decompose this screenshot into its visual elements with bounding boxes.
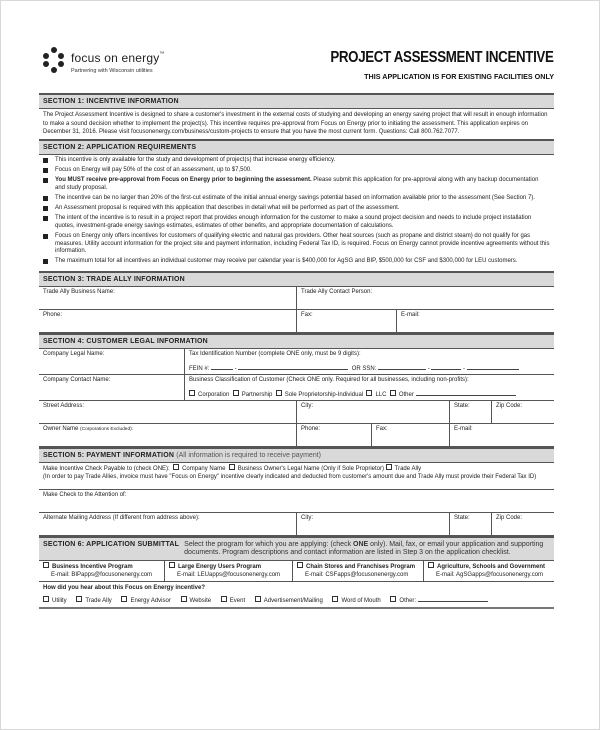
tax-id-label: Tax Identification Number (complete ONE only, must be 9 digits): [189, 350, 361, 357]
section-4-heading: SECTION 4: CUSTOMER LEGAL INFORMATION [39, 335, 554, 349]
list-item: Focus on Energy will pay 50% of the cost of an assessment, up to $7,500. [43, 167, 550, 175]
program-chain-stores-checkbox[interactable]: Chain Stores and Franchises Program E-mail: CSFapps@focusonenergy.com [292, 561, 423, 581]
company-legal-name-field[interactable]: Company Legal Name: [43, 350, 105, 357]
program-email: E-mail: CSFapps@focusonenergy.com [305, 571, 409, 578]
checkbox-icon [229, 464, 235, 470]
trade-ally-business-name-field[interactable]: Trade Ally Business Name: [43, 288, 115, 295]
checkbox-icon [76, 596, 82, 602]
trade-ally-phone-field[interactable]: Phone: [43, 311, 63, 318]
program-options [39, 561, 554, 582]
trade-ally-fax-field[interactable]: Fax: [296, 310, 396, 332]
checkbox-icon [390, 596, 396, 602]
checkbox-icon [221, 596, 227, 602]
hear-event-checkbox[interactable]: Event [221, 598, 245, 604]
list-item: An Assessment proposal is required with this application that describes in detail what will be performed as part of the assessment. [43, 205, 550, 213]
check-payable-cell: Make Incentive Check Payable to (check ONE): Company Name Business Owner's Legal Name (Only if Sole Proprietor) Trade Ally (In order to pay Trade Allies, invoice must have "Focus on Energy" incentive clearly indicated and deducted from customer's amount due and Trade Ally must provide their Federal Tax ID) [39, 463, 554, 489]
list-item: Focus on Energy only offers incentives for customers of qualifying electric and natural gas providers. Other heat sources (such as propane and district steam) do not qualify for gas measures. Utility account information for the project site and payment information, including Federal Tax ID, is required. Focus on Energy cannot provide incentive agreements without this information. [43, 233, 550, 256]
payable-company-name-checkbox[interactable]: Company Name [173, 466, 225, 472]
section-1-incentive-information [39, 93, 554, 139]
checkbox-icon [233, 390, 239, 396]
checkbox-icon [366, 390, 372, 396]
section-4-customer-legal-information [39, 333, 554, 447]
form-subtitle: THIS APPLICATION IS FOR EXISTING FACILITIES ONLY [364, 72, 554, 81]
payable-note: (In order to pay Trade Allies, invoice must have "Focus on Energy" incentive clearly indicated and deducted from customer's amount due and Trade Ally must provide their Federal Tax ID) [43, 473, 537, 480]
application-form [39, 37, 554, 609]
payable-business-owner-checkbox[interactable]: Business Owner's Legal Name (Only if Sole Proprietor) [229, 466, 384, 472]
bullet-square-icon [43, 168, 48, 173]
ssn-part-3-input[interactable] [467, 363, 519, 370]
section-6-application-submittal [39, 536, 554, 609]
bullet-square-icon [43, 234, 48, 239]
checkbox-icon [169, 562, 175, 568]
classification-sole-proprietorship-checkbox[interactable]: Sole Proprietorship-Individual [276, 392, 363, 398]
fein-part-2-input[interactable] [238, 363, 348, 370]
trade-ally-contact-person-field[interactable]: Trade Ally Contact Person: [296, 287, 554, 309]
hear-advertisement-checkbox[interactable]: Advertisement/Mailing [255, 598, 323, 604]
city-field[interactable]: City: [296, 401, 449, 423]
checkbox-icon [181, 596, 187, 602]
focus-on-energy-logo [43, 47, 203, 87]
form-title: PROJECT ASSESSMENT INCENTIVE [330, 49, 554, 66]
trade-ally-email-field[interactable]: E-mail: [396, 310, 554, 332]
tax-id-inputs: FEIN #: - OR SSN: - - [189, 363, 550, 372]
zip-code-field[interactable]: Zip Code: [491, 401, 554, 423]
program-email: E-mail: AgSGapps@focusonenergy.com [436, 571, 544, 578]
logo-tagline: Partnering with Wisconsin utilities [71, 68, 153, 74]
checkbox-icon [255, 596, 261, 602]
business-classification-cell [184, 375, 554, 400]
hear-word-of-mouth-checkbox[interactable]: Word of Mouth [332, 598, 380, 604]
classification-other-input[interactable] [416, 389, 516, 396]
program-business-incentive-checkbox[interactable]: Business Incentive Program E-mail: BIPapps@focusonenergy.com [39, 561, 164, 581]
alternate-state-field[interactable]: State: [449, 513, 491, 535]
checkbox-icon [332, 596, 338, 602]
list-item: The maximum total for all incentives an individual customer may receive per calendar year is $400,000 for AgSG and BIP, $500,000 for CSF and $300,000 for LEU customers. [43, 258, 550, 266]
bullet-square-icon [43, 178, 48, 183]
alternate-zip-code-field[interactable]: Zip Code: [491, 513, 554, 535]
bullet-square-icon [43, 158, 48, 163]
bullet-square-icon [43, 196, 48, 201]
program-agriculture-schools-government-checkbox[interactable]: Agriculture, Schools and Government E-mail: AgSGapps@focusonenergy.com [423, 561, 554, 581]
alternate-city-field[interactable]: City: [296, 513, 449, 535]
form-header [39, 37, 554, 93]
dots-logo-icon [43, 47, 65, 73]
section-2-heading: SECTION 2: APPLICATION REQUIREMENTS [39, 141, 554, 155]
checkbox-icon [276, 390, 282, 396]
classification-other-checkbox[interactable]: Other [390, 392, 414, 398]
list-item: The incentive can be no larger than 20% of the first-cut estimate of the initial annual energy savings potential based on information available prior to the assessment (See Section 7). [43, 195, 550, 203]
bottom-rule [39, 607, 554, 609]
section-6-heading: SECTION 6: APPLICATION SUBMITTAL Select the program for which you are applying: (check ONE only). Mail, fax, or email your application and supporting documents. Program descriptions and contact information are listed in Step 3 on the application checklist. [39, 538, 554, 561]
program-large-energy-users-checkbox[interactable]: Large Energy Users Program E-mail: LEUapps@focusonenergy.com [164, 561, 292, 581]
hear-website-checkbox[interactable]: Website [181, 598, 212, 604]
customer-fax-field[interactable]: Fax: [371, 424, 449, 446]
payable-trade-ally-checkbox[interactable]: Trade Ally [386, 466, 421, 472]
hear-trade-ally-checkbox[interactable]: Trade Ally [76, 598, 111, 604]
classification-llc-checkbox[interactable]: LLC [366, 392, 386, 398]
checkbox-icon [121, 596, 127, 602]
logo-name: focus on energy™ [71, 51, 165, 65]
checkbox-icon [297, 562, 303, 568]
checkbox-icon [173, 464, 179, 470]
section-1-body: The Project Assessment Incentive is designed to share a customer's investment in the external costs of studying and developing an energy saving project that will result in enough information to make a sound decision whether to implement the project(s). This incentive requires pre-approval from Focus on Energy prior to initiating the assessment. This application expires on December 31, 2016. Please visit focusonenergy.com/business/custom-projects to ensure that you have the most current form. Questions: Call 800.762.7077. [43, 112, 548, 136]
fein-part-1-input[interactable] [211, 363, 233, 370]
classification-corporation-checkbox[interactable]: Corporation [189, 392, 229, 398]
customer-email-field[interactable]: E-mail: [449, 424, 554, 446]
customer-phone-field[interactable]: Phone: [296, 424, 371, 446]
state-field[interactable]: State: [449, 401, 491, 423]
business-classification-label: Business Classification of Customer (Check ONE only. Required for all businesses, including non-profits): [189, 376, 469, 383]
section-2-application-requirements [39, 139, 554, 271]
section-1-heading: SECTION 1: INCENTIVE INFORMATION [39, 95, 554, 109]
list-item: You MUST receive pre-approval from Focus on Energy prior to beginning the assessment. Please submit this application for pre-approval along with any backup documentation and study proposal. [43, 177, 550, 192]
hear-utility-checkbox[interactable]: Utility [43, 598, 67, 604]
section-6-instructions: Select the program for which you are applying: (check ONE only). Mail, fax, or email your application and supporting documents. Program descriptions and contact information are listed in Step 3 on the application checklist. [184, 540, 544, 556]
program-email: E-mail: LEUapps@focusonenergy.com [177, 571, 281, 578]
list-item: The intent of the incentive is to result in a project report that provides enough information for the customer to make a sound project decision and needs to include project installation quotes, investment-grade energy savings estimates, estimates of other benefits, and appropriate documentation of calculations. [43, 215, 550, 230]
bullet-square-icon [43, 259, 48, 264]
requirements-list [39, 155, 554, 271]
check-attention-field[interactable]: Make Check to the Attention of: [43, 491, 127, 498]
street-address-field[interactable]: Street Address: [43, 402, 85, 409]
checkbox-icon [43, 562, 49, 568]
bullet-square-icon [43, 216, 48, 221]
business-classification-options [189, 389, 550, 398]
section-5-heading: SECTION 5: PAYMENT INFORMATION (All information is required to receive payment) [39, 449, 554, 463]
ssn-part-1-input[interactable] [378, 363, 426, 370]
hear-other-input[interactable] [418, 595, 488, 602]
how-did-you-hear-question: How did you hear about this Focus on Energy incentive? [43, 584, 206, 591]
classification-partnership-checkbox[interactable]: Partnership [233, 392, 273, 398]
list-item: This incentive is only available for the study and development of project(s) that increase energy efficiency. [43, 157, 550, 165]
section-3-trade-ally-information [39, 271, 554, 333]
checkbox-icon [390, 390, 396, 396]
section-5-payment-information [39, 447, 554, 536]
bullet-square-icon [43, 206, 48, 211]
checkbox-icon [428, 562, 434, 568]
hear-energy-advisor-checkbox[interactable]: Energy Advisor [121, 598, 170, 604]
company-contact-name-field[interactable]: Company Contact Name: [43, 376, 111, 383]
ssn-part-2-input[interactable] [431, 363, 461, 370]
program-email: E-mail: BIPapps@focusonenergy.com [51, 571, 153, 578]
checkbox-icon [43, 596, 49, 602]
how-did-you-hear-options [43, 595, 550, 604]
checkbox-icon [189, 390, 195, 396]
alternate-mailing-address-field[interactable]: Alternate Mailing Address (If different from address above): [43, 514, 200, 521]
owner-name-field[interactable]: Owner Name (Corporations Excluded): [43, 425, 134, 432]
checkbox-icon [386, 464, 392, 470]
tax-id-cell [184, 349, 554, 374]
how-did-you-hear [39, 582, 554, 607]
hear-other-checkbox[interactable]: Other: [390, 598, 416, 604]
section-3-heading: SECTION 3: TRADE ALLY INFORMATION [39, 273, 554, 287]
